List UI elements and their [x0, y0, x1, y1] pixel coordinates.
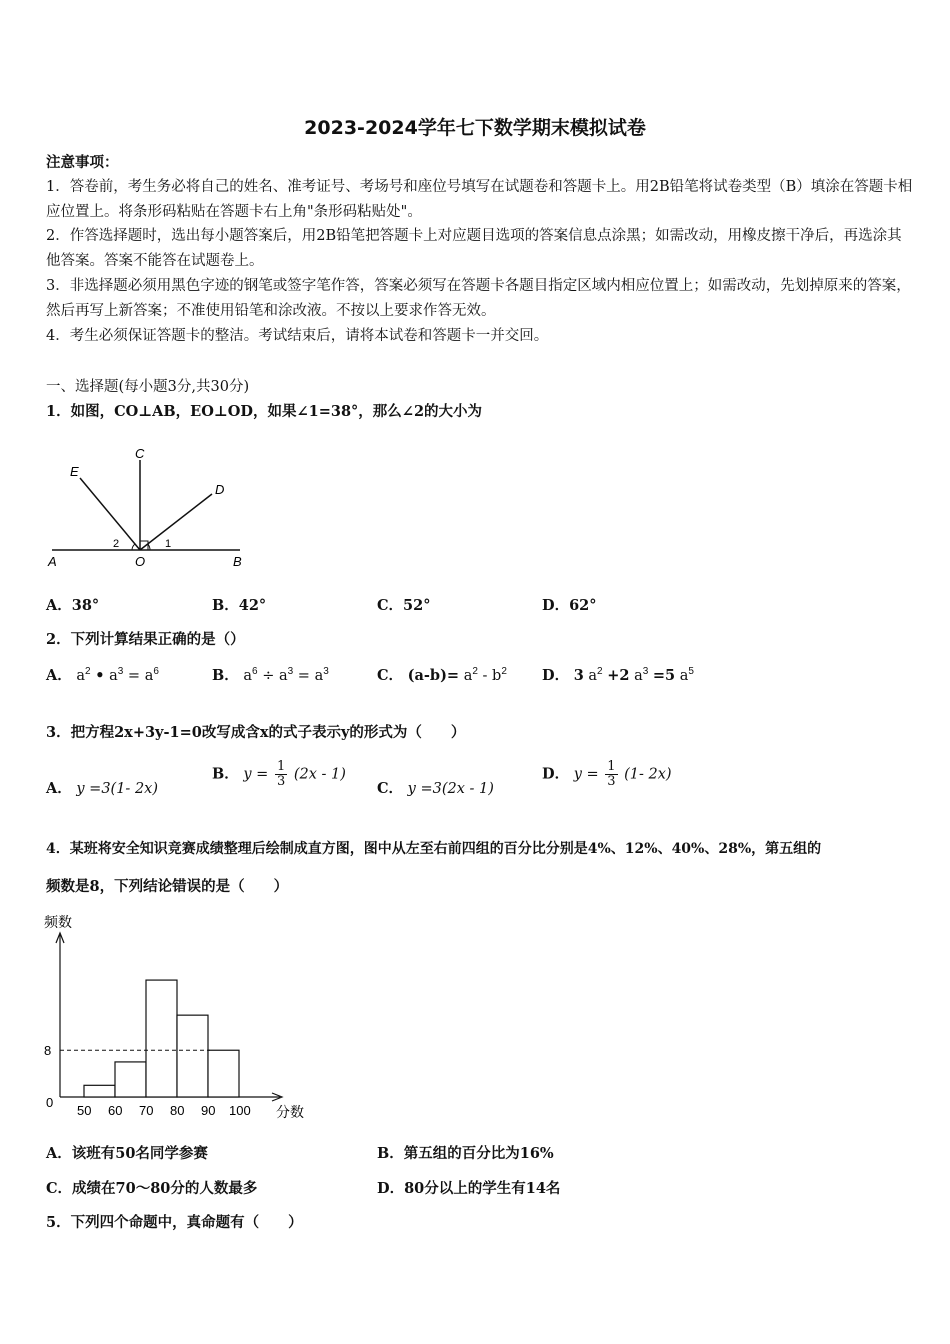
q2-a-dot: •	[95, 667, 105, 684]
q3-b-fraction: $\frac{1}{3}$	[276, 759, 286, 789]
q3-b-rhs: (2x - 1)	[293, 766, 346, 783]
q2-b-term3: $a^3$	[314, 666, 329, 684]
notice-item-4: 4．考生必须保证答题卡的整洁。考试结束后，请将本试卷和答题卡一并交回。	[46, 328, 549, 344]
q2-a-term1: $a^2$	[76, 666, 91, 684]
q2-b-term2: $a^3$	[278, 666, 294, 684]
q2-d-coef: 3	[573, 667, 584, 684]
q2-c-term2: $b^2$	[492, 666, 507, 684]
q2-option-a[interactable]	[46, 664, 159, 685]
q2-b-label: B．	[212, 667, 239, 684]
q4-histogram	[40, 905, 330, 1130]
q3-a-expr: y =3(1- 2x)	[76, 781, 159, 797]
notice-item-3: 3．非选择题必须用黑色字迹的钢笔或签字笔作答，答案必须写在答题卡各题目指定区域内相应位置上；如需改动，先划掉原来的答案，然后再写上新答案；不准使用铅笔和涂改液。不按以上要求作答无效。	[46, 278, 911, 319]
x-tick-label-70: 70	[139, 1103, 154, 1118]
q4-option-b[interactable]: B．第五组的百分比为16%	[377, 1145, 554, 1162]
label-c: C	[135, 446, 145, 461]
ray-od	[140, 494, 212, 550]
q3-stem: 3．把方程2x+3y-1=0改写成含x的式子表示y的形式为（ ）	[46, 724, 466, 741]
angle2-arc	[132, 544, 135, 550]
q2-a-term3: $a^6$	[144, 666, 159, 684]
y-tick-label-8: 8	[44, 1043, 52, 1059]
q2-c-lhs: (a-b)=	[407, 667, 460, 684]
q1-option-b[interactable]: B．42°	[212, 597, 267, 614]
q2-c-op: -	[482, 668, 488, 684]
y-axis-label: 频数	[44, 914, 72, 930]
histogram-bar-70-80	[146, 980, 177, 1097]
q1-angle-figure	[40, 440, 260, 575]
q2-b-term1: $a^6$	[243, 666, 258, 684]
notice-item-1: 1．答卷前，考生务必将自己的姓名、准考证号、考场号和座位号填写在试题卷和答题卡上。用2B铅笔将试卷类型（B）填涂在答题卡相应位置上。将条形码粘贴在答题卡右上角"条形码粘贴处"。	[46, 179, 913, 220]
q2-c-label: C．	[377, 667, 404, 684]
q3-d-fraction: $\frac{1}{3}$	[607, 759, 616, 789]
x-tick-label-50: 50	[77, 1103, 92, 1118]
x-tick-label-80: 80	[170, 1103, 185, 1118]
q1-option-c[interactable]: C．52°	[377, 597, 431, 614]
q2-d-label: D．	[542, 667, 570, 684]
page-title: 2023-2024学年七下数学期末模拟试卷	[304, 117, 646, 139]
q3-option-b[interactable]	[212, 760, 346, 789]
q3-a-label: A．	[46, 780, 72, 797]
histogram-bar-60-70	[115, 1062, 146, 1097]
histogram-bar-50-60	[84, 1085, 115, 1097]
q4-stem-line1: 4．某班将安全知识竞赛成绩整理后绘制成直方图，图中从左至右前四组的百分比分别是4%、12%、40%、28%，第五组的	[46, 841, 822, 857]
q3-b-label: B．	[212, 765, 239, 783]
q3-c-expr: y =3(2x - 1)	[407, 781, 494, 797]
x-tick-label-60: 60	[108, 1103, 123, 1118]
q2-b-eq: =	[297, 668, 310, 684]
label-b: B	[233, 554, 242, 569]
label-a: A	[48, 554, 57, 569]
q2-d-term2: $a^3$	[634, 666, 649, 684]
q2-a-label: A．	[46, 667, 72, 684]
q2-c-term1: $a^2$	[463, 666, 478, 684]
q2-d-rhs: =5	[652, 667, 676, 684]
section-heading: 一、选择题(每小题3分,共30分)	[46, 379, 250, 395]
q4-option-d[interactable]: D．80分以上的学生有14名	[377, 1180, 561, 1197]
q2-a-term2: $a^3$	[109, 666, 124, 684]
q5-stem: 5．下列四个命题中，真命题有（ ）	[46, 1214, 303, 1231]
q2-d-term3: $a^5$	[679, 666, 694, 684]
q3-option-c[interactable]	[377, 777, 494, 798]
label-e: E	[70, 464, 79, 479]
notice-item-2: 2．作答选择题时，选出每小题答案后，用2B铅笔把答题卡上对应题目选项的答案信息点涂黑；如需改动，用橡皮擦干净后，再选涂其他答案。答案不能答在试题卷上。	[46, 228, 902, 269]
q2-option-c[interactable]	[377, 664, 507, 685]
q2-option-b[interactable]	[212, 664, 329, 685]
q4-option-c[interactable]: C．成绩在70～80分的人数最多	[46, 1180, 258, 1197]
q3-d-lhs: y =	[573, 766, 599, 783]
q4-option-a[interactable]: A．该班有50名同学参赛	[46, 1145, 208, 1162]
origin-label: 0	[46, 1095, 54, 1110]
x-tick-label-90: 90	[201, 1103, 216, 1118]
q1-option-d[interactable]: D．62°	[542, 597, 597, 614]
q3-b-lhs: y =	[243, 766, 269, 783]
label-angle1: 1	[165, 538, 172, 550]
q3-c-label: C．	[377, 780, 404, 797]
q2-d-op: +2	[607, 667, 630, 684]
q3-d-rhs: (1- 2x)	[624, 766, 672, 783]
label-d: D	[215, 482, 225, 497]
q3-d-label: D．	[542, 765, 570, 783]
histogram-bar-90-100	[208, 1050, 239, 1097]
label-angle2: 2	[113, 538, 120, 550]
histogram-bar-80-90	[177, 1015, 208, 1097]
q3-option-d[interactable]	[542, 760, 672, 789]
q1-stem: 1．如图，CO⊥AB，EO⊥OD，如果∠1=38°，那么∠2的大小为	[46, 403, 483, 420]
q2-option-d[interactable]	[542, 664, 694, 685]
label-o: O	[135, 554, 146, 569]
notice-heading: 注意事项：	[46, 154, 119, 171]
q4-stem-line2: 频数是8，下列结论错误的是（ ）	[46, 878, 289, 895]
q2-d-term1: $a^2$	[588, 666, 603, 684]
ray-oe	[80, 478, 140, 550]
q2-a-eq: =	[127, 668, 141, 684]
x-axis-label: 分数	[276, 1104, 304, 1120]
q2-b-op: ÷	[262, 668, 275, 684]
q1-option-a[interactable]: A．38°	[46, 597, 100, 614]
q2-stem: 2．下列计算结果正确的是（）	[46, 631, 245, 648]
x-tick-label-100: 100	[229, 1103, 251, 1118]
q3-option-a[interactable]	[46, 777, 158, 798]
